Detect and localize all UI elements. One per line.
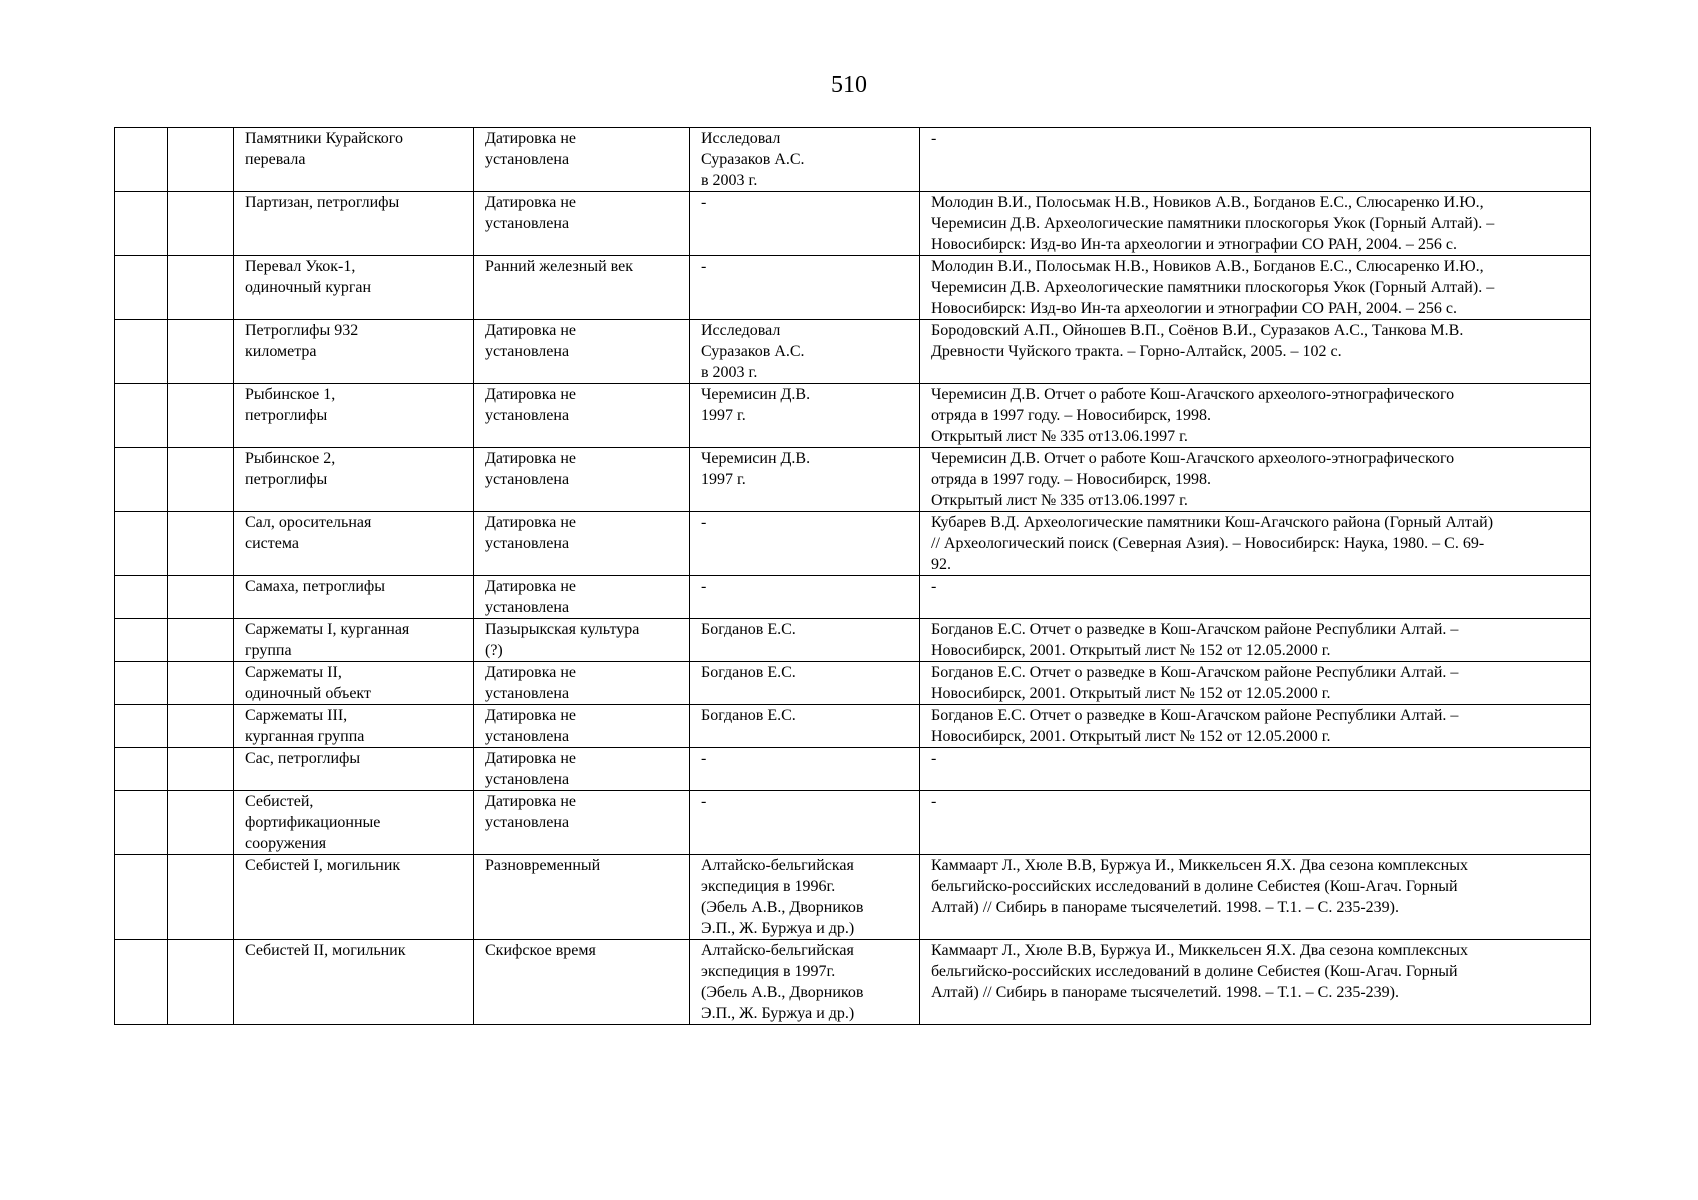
row-index-cell: [115, 940, 168, 1025]
monument-name-cell: Саржематы II, одиночный объект: [234, 662, 474, 705]
table-row: [115, 662, 1591, 705]
monument-name-cell: Сал, оросительная система: [234, 512, 474, 576]
literature-cell: -: [920, 748, 1591, 791]
literature-cell: -: [920, 791, 1591, 855]
monument-name-cell: Петроглифы 932 километра: [234, 320, 474, 384]
monument-name-cell: Себистей II, могильник: [234, 940, 474, 1025]
monument-name-cell: Рыбинское 2, петроглифы: [234, 448, 474, 512]
monument-name-cell: Партизан, петроглифы: [234, 192, 474, 256]
row-index-cell: [115, 448, 168, 512]
dating-cell: Ранний железный век: [474, 256, 690, 320]
row-index-cell: [115, 192, 168, 256]
monument-name-cell: Самаха, петроглифы: [234, 576, 474, 619]
table-row: [115, 512, 1591, 576]
literature-cell: Черемисин Д.В. Отчет о работе Кош-Агачского археолого-этнографического отряда в 1997 году. – Новосибирск, 1998. Открытый лист № 335 от13.06.1997 г.: [920, 448, 1591, 512]
literature-cell: Кубарев В.Д. Археологические памятники Кош-Агачского района (Горный Алтай) // Археологический поиск (Северная Азия). – Новосибирск: Наука, 1980. – С. 69- 92.: [920, 512, 1591, 576]
monument-name-cell: Рыбинское 1, петроглифы: [234, 384, 474, 448]
monument-name-cell: Себистей, фортификационные сооружения: [234, 791, 474, 855]
researcher-cell: -: [690, 576, 920, 619]
row-code-cell: [168, 705, 234, 748]
dating-cell: Датировка не установлена: [474, 384, 690, 448]
row-code-cell: [168, 791, 234, 855]
row-code-cell: [168, 128, 234, 192]
row-index-cell: [115, 748, 168, 791]
table-row: [115, 320, 1591, 384]
row-index-cell: [115, 791, 168, 855]
row-code-cell: [168, 748, 234, 791]
table-row: [115, 576, 1591, 619]
row-code-cell: [168, 619, 234, 662]
researcher-cell: Алтайско-бельгийская экспедиция в 1996г. (Эбель А.В., Дворников Э.П., Ж. Буржуа и др.): [690, 855, 920, 940]
dating-cell: Датировка не установлена: [474, 512, 690, 576]
monument-name-cell: Саржематы III, курганная группа: [234, 705, 474, 748]
literature-cell: Богданов Е.С. Отчет о разведке в Кош-Агачском районе Республики Алтай. – Новосибирск, 2001. Открытый лист № 152 от 12.05.2000 г.: [920, 705, 1591, 748]
literature-cell: Черемисин Д.В. Отчет о работе Кош-Агачского археолого-этнографического отряда в 1997 году. – Новосибирск, 1998. Открытый лист № 335 от13.06.1997 г.: [920, 384, 1591, 448]
row-index-cell: [115, 619, 168, 662]
researcher-cell: Исследовал Суразаков А.С. в 2003 г.: [690, 320, 920, 384]
researcher-cell: Богданов Е.С.: [690, 662, 920, 705]
monument-name-cell: Перевал Укок-1, одиночный курган: [234, 256, 474, 320]
row-index-cell: [115, 512, 168, 576]
literature-cell: Богданов Е.С. Отчет о разведке в Кош-Агачском районе Республики Алтай. – Новосибирск, 2001. Открытый лист № 152 от 12.05.2000 г.: [920, 662, 1591, 705]
researcher-cell: -: [690, 256, 920, 320]
researcher-cell: -: [690, 192, 920, 256]
table-row: [115, 384, 1591, 448]
dating-cell: Пазырыкская культура (?): [474, 619, 690, 662]
literature-cell: -: [920, 576, 1591, 619]
researcher-cell: -: [690, 748, 920, 791]
dating-cell: Датировка не установлена: [474, 320, 690, 384]
dating-cell: Датировка не установлена: [474, 128, 690, 192]
literature-cell: Каммаарт Л., Хюле В.В, Буржуа И., Миккельсен Я.Х. Два сезона комплексных бельгийско-российских исследований в долине Себистея (Кош-Агач. Горный Алтай) // Сибирь в панораме тысячелетий. 1998. – Т.1. – С. 235-239).: [920, 940, 1591, 1025]
table-row: [115, 791, 1591, 855]
literature-cell: Богданов Е.С. Отчет о разведке в Кош-Агачском районе Республики Алтай. – Новосибирск, 2001. Открытый лист № 152 от 12.05.2000 г.: [920, 619, 1591, 662]
row-index-cell: [115, 256, 168, 320]
dating-cell: Датировка не установлена: [474, 662, 690, 705]
row-code-cell: [168, 855, 234, 940]
researcher-cell: Черемисин Д.В. 1997 г.: [690, 448, 920, 512]
literature-cell: Молодин В.И., Полосьмак Н.В., Новиков А.В., Богданов Е.С., Слюсаренко И.Ю., Черемисин Д.В. Археологические памятники плоскогорья Укок (Горный Алтай). – Новосибирск: Изд-во Ин-та археологии и этнографии СО РАН, 2004. – 256 с.: [920, 192, 1591, 256]
row-code-cell: [168, 256, 234, 320]
dating-cell: Датировка не установлена: [474, 448, 690, 512]
table-row: [115, 940, 1591, 1025]
table-row: [115, 128, 1591, 192]
researcher-cell: Алтайско-бельгийская экспедиция в 1997г. (Эбель А.В., Дворников Э.П., Ж. Буржуа и др.): [690, 940, 920, 1025]
table-row: [115, 855, 1591, 940]
literature-cell: Каммаарт Л., Хюле В.В, Буржуа И., Миккельсен Я.Х. Два сезона комплексных бельгийско-российских исследований в долине Себистея (Кош-Агач. Горный Алтай) // Сибирь в панораме тысячелетий. 1998. – Т.1. – С. 235-239).: [920, 855, 1591, 940]
monument-name-cell: Себистей I, могильник: [234, 855, 474, 940]
row-code-cell: [168, 448, 234, 512]
researcher-cell: Черемисин Д.В. 1997 г.: [690, 384, 920, 448]
researcher-cell: -: [690, 791, 920, 855]
page-number: 510: [831, 72, 867, 98]
row-index-cell: [115, 384, 168, 448]
monument-name-cell: Памятники Курайского перевала: [234, 128, 474, 192]
table-row: [115, 705, 1591, 748]
row-index-cell: [115, 576, 168, 619]
row-code-cell: [168, 576, 234, 619]
monuments-table: [114, 127, 1591, 1025]
researcher-cell: Богданов Е.С.: [690, 619, 920, 662]
dating-cell: Датировка не установлена: [474, 705, 690, 748]
literature-cell: -: [920, 128, 1591, 192]
row-code-cell: [168, 940, 234, 1025]
row-index-cell: [115, 320, 168, 384]
row-index-cell: [115, 662, 168, 705]
table-row: [115, 748, 1591, 791]
table-row: [115, 256, 1591, 320]
row-code-cell: [168, 192, 234, 256]
row-code-cell: [168, 384, 234, 448]
researcher-cell: -: [690, 512, 920, 576]
table-row: [115, 192, 1591, 256]
dating-cell: Датировка не установлена: [474, 192, 690, 256]
row-code-cell: [168, 512, 234, 576]
row-code-cell: [168, 320, 234, 384]
literature-cell: Бородовский А.П., Ойношев В.П., Соёнов В.И., Суразаков А.С., Танкова М.В. Древности Чуйского тракта. – Горно-Алтайск, 2005. – 102 с.: [920, 320, 1591, 384]
dating-cell: Датировка не установлена: [474, 791, 690, 855]
row-index-cell: [115, 128, 168, 192]
row-code-cell: [168, 662, 234, 705]
row-index-cell: [115, 705, 168, 748]
dating-cell: Датировка не установлена: [474, 748, 690, 791]
monument-name-cell: Саржематы I, курганная группа: [234, 619, 474, 662]
researcher-cell: Исследовал Суразаков А.С. в 2003 г.: [690, 128, 920, 192]
dating-cell: Датировка не установлена: [474, 576, 690, 619]
researcher-cell: Богданов Е.С.: [690, 705, 920, 748]
monument-name-cell: Сас, петроглифы: [234, 748, 474, 791]
dating-cell: Скифское время: [474, 940, 690, 1025]
literature-cell: Молодин В.И., Полосьмак Н.В., Новиков А.В., Богданов Е.С., Слюсаренко И.Ю., Черемисин Д.В. Археологические памятники плоскогорья Укок (Горный Алтай). – Новосибирск: Изд-во Ин-та археологии и этнографии СО РАН, 2004. – 256 с.: [920, 256, 1591, 320]
table-row: [115, 619, 1591, 662]
dating-cell: Разновременный: [474, 855, 690, 940]
row-index-cell: [115, 855, 168, 940]
table-row: [115, 448, 1591, 512]
